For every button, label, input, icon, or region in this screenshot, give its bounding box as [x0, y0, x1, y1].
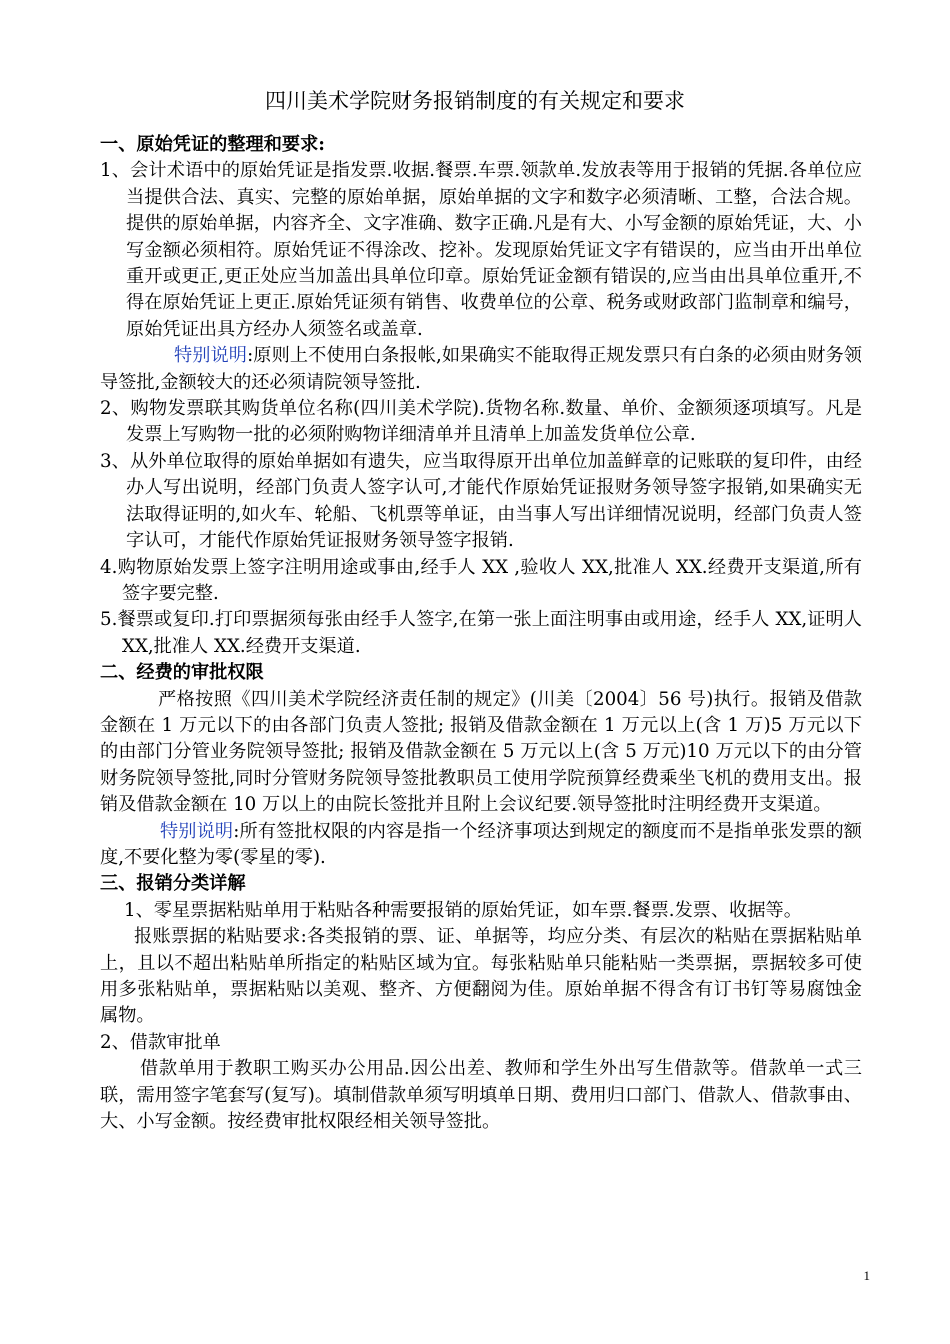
- list-item-1-2: 2、购物发票联其购货单位名称(四川美术学院).货物名称.数量、单价、金额须逐项填写。凡是发票上写购物一批的必须附购物详细清单并且清单上加盖发货单位公章.: [100, 398, 862, 446]
- page-number: 1: [863, 1268, 870, 1283]
- sub-item-3-2: 2、借款审批单: [100, 1031, 221, 1053]
- special-note-label: 特别说明: [174, 345, 248, 367]
- special-note-1: [100, 343, 862, 396]
- special-note-text: :所有签批权限的内容是指一个经济事项达到规定的额度而不是指单张发票的额度,不要化整为零(零星的零).: [100, 820, 862, 868]
- list-item-1-4: 4.购物原始发票上签字注明用途或事由,经手人 XX ,验收人 XX,批准人 XX.经费开支渠道,所有签字要完整.: [100, 556, 862, 604]
- section-heading-3: 三、报销分类详解: [100, 873, 246, 895]
- page-title: 四川美术学院财务报销制度的有关规定和要求: [265, 89, 685, 113]
- special-note-text: :原则上不使用白条报帐,如果确实不能取得正规发票只有白条的必须由财务领导签批,金额较大的还必须请院领导签批.: [100, 345, 862, 393]
- section-heading-2: 二、经费的审批权限: [100, 662, 264, 684]
- section-heading-1: 一、原始凭证的整理和要求:: [100, 134, 325, 155]
- special-note-2: [100, 819, 862, 872]
- paragraph-3-1: 报账票据的粘贴要求:各类报销的票、证、单据等，均应分类、有层次的粘贴在票据粘贴单上，且以不超出粘贴单所指定的粘贴区域为宜。每张粘贴单只能粘贴一类票据，票据较多可使用多张粘贴单，票据粘贴以美观、整齐、方便翻阅为佳。原始单据不得含有订书钉等易腐蚀金属物。: [100, 926, 862, 1027]
- sub-item-3-1: 1、零星票据粘贴单用于粘贴各种需要报销的原始凭证，如车票.餐票.发票、收据等。: [124, 899, 802, 921]
- special-note-label: 特别说明: [160, 820, 234, 842]
- document-body: [100, 132, 862, 1135]
- list-item-1-5: 5.餐票或复印.打印票据须每张由经手人签字,在第一张上面注明事由或用途，经手人 XX,证明人 XX,批准人 XX.经费开支渠道.: [100, 609, 862, 657]
- list-item-1-1: 1、会计术语中的原始凭证是指发票.收据.餐票.车票.领款单.发放表等用于报销的凭据.各单位应当提供合法、真实、完整的原始单据，原始单据的文字和数字必须清晰、工整，合法合规。提供的原始单据，内容齐全、文字准确、数字正确.凡是有大、小写金额的原始凭证，大、小写金额必须相符。原始凭证不得涂改、挖补。发现原始凭证文字有错误的，应当由开出单位重开或更正,更正处应当加盖出具单位印章。原始凭证金额有错误的,应当由出具单位重开,不得在原始凭证上更正.原始凭证须有销售、收费单位的公章、税务或财政部门监制章和编号，原始凭证出具方经办人须签名或盖章.: [100, 160, 862, 340]
- paragraph-3-2: 借款单用于教职工购买办公用品.因公出差、教师和学生外出写生借款等。借款单一式三联，需用签字笔套写(复写)。填制借款单须写明填单日期、费用归口部门、借款人、借款事由、大、小写金额。按经费审批权限经相关领导签批。: [100, 1058, 862, 1133]
- list-item-1-3: 3、从外单位取得的原始单据如有遗失，应当取得原开出单位加盖鲜章的记账联的复印件，由经办人写出说明，经部门负责人签字认可,才能代作原始凭证报财务领导签字报销,如果确实无法取得证明的,如火车、轮船、飞机票等单证，由当事人写出详细情况说明，经部门负责人签字认可，才能代作原始凭证报财务领导签字报销.: [100, 450, 862, 552]
- paragraph-2-1: 严格按照《四川美术学院经济责任制的规定》(川美〔2004〕56 号)执行。报销及借款金额在 1 万元以下的由各部门负责人签批; 报销及借款金额在 1 万元以上(含 1 万)5 万元以下的由部门分管业务院领导签批; 报销及借款金额在 5 万元以上(含 5 万元)10 万元以下的由分管财务院领导签批,同时分管财务院领导签批教职员工使用学院预算经费乘坐飞机的费用支出。报销及借款金额在 10 万以上的由院长签批并且附上会议纪要.领导签批时注明经费开支渠道。: [100, 688, 862, 816]
